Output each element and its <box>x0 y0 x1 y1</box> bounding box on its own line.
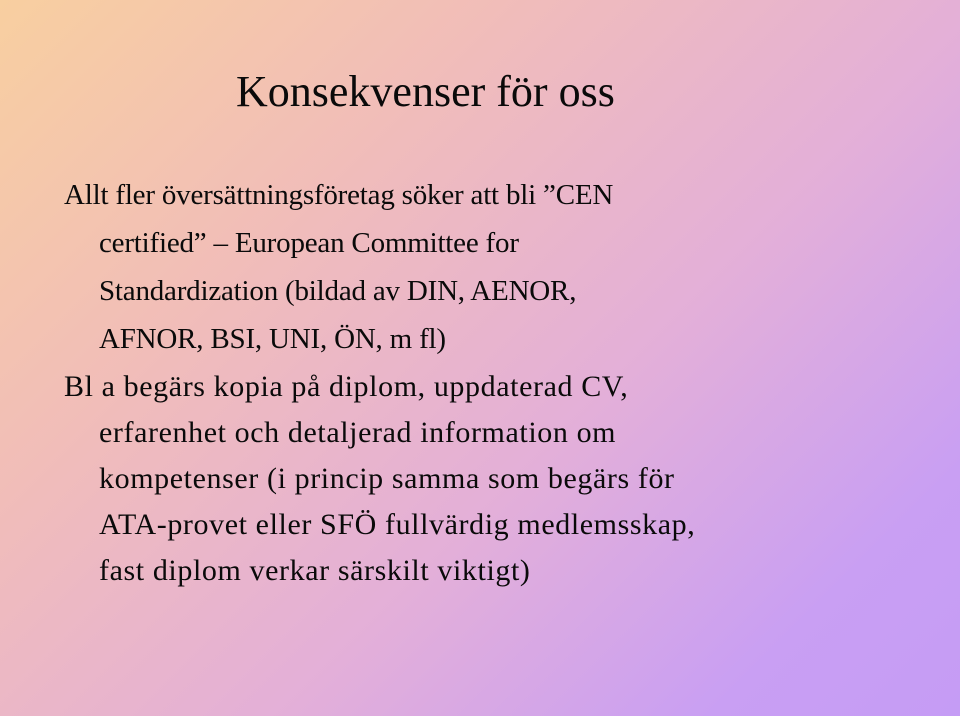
bullet-required-documents <box>64 364 944 594</box>
bullet-line: erfarenhet och detaljerad information om <box>99 416 617 449</box>
bullet-cen-certification <box>64 171 944 363</box>
bullet-line: certified” – European Committee for <box>99 227 519 259</box>
bullet-line: Allt fler översättningsföretag söker att bli ”CEN <box>64 179 614 211</box>
bullet-line: fast diplom verkar särskilt viktigt) <box>99 554 531 587</box>
bullet-line: AFNOR, BSI, UNI, ÖN, m fl) <box>99 323 446 355</box>
bullet-line: kompetenser (i princip samma som begärs för <box>99 462 675 495</box>
bullet-line: Standardization (bildad av DIN, AENOR, <box>99 275 577 307</box>
bullet-line: ATA-provet eller SFÖ fullvärdig medlemsskap, <box>99 508 696 541</box>
bullet-line: Bl a begärs kopia på diplom, uppdaterad CV, <box>64 370 629 403</box>
slide-title: Konsekvenser för oss <box>236 67 615 116</box>
